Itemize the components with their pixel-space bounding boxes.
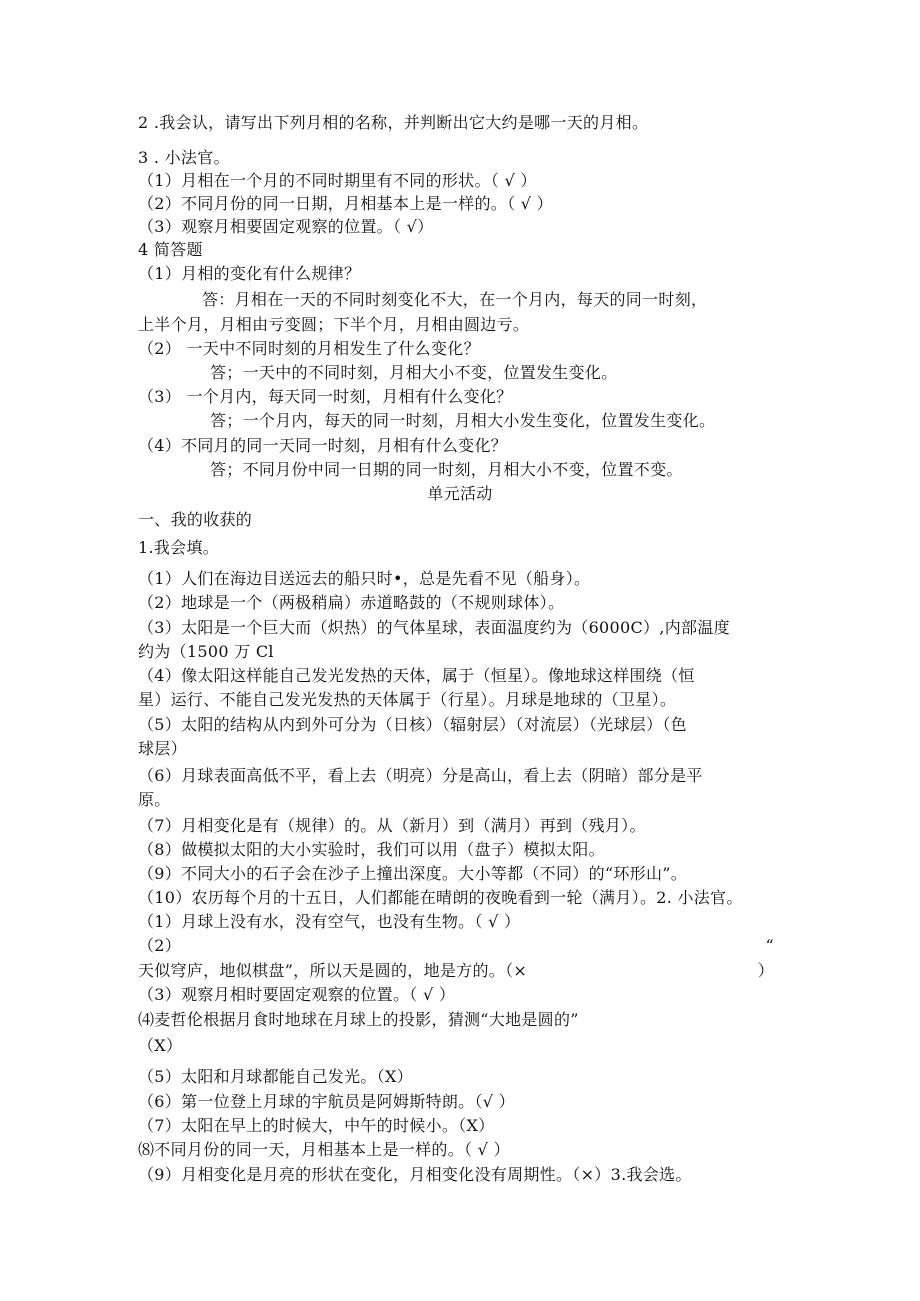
section3-item: （1）月相在一个月的不同时期里有不同的形状。（ √ ） — [138, 171, 537, 190]
judge-text: 天似穹庐，地似棋盘”，所以天是圆的，地是方的。（× — [138, 961, 528, 980]
unit-title: 单元活动 — [427, 484, 493, 503]
judge-line: （5）太阳和月球都能自己发光。（X） — [138, 1067, 413, 1086]
judge-line: （7）太阳在早上的时候大，中午的时候小。（X） — [138, 1116, 495, 1135]
judge-line-split — [138, 936, 774, 956]
answer: 答；一天中的不同时刻，月相大小不变，位置发生变化。 — [210, 363, 618, 382]
section3-title: 3 . 小法官。 — [138, 148, 230, 167]
section3-item: （3）观察月相要固定观察的位置。（ √） — [138, 217, 434, 236]
question: （3） 一个月内，每天同一时刻，月相有什么变化？ — [138, 387, 513, 406]
answer: 答；不同月份中同一日期的同一时刻，月相大小不变，位置不变。 — [210, 460, 683, 479]
fill-line: （4）像太阳这样能自己发光发热的天体，属于（恒星）。像地球这样围绕（恒 — [138, 666, 695, 685]
answer: 答；一个月内，每天的同一时刻，月相大小发生变化，位置发生变化。 — [210, 411, 716, 430]
fill-line: （7）月相变化是有（规律）的。从（新月）到（满月）再到（残月）。 — [138, 816, 646, 835]
fill-line: （9）不同大小的石子会在沙子上撞出深度。大小等都（不同）的“环形山”。 — [138, 864, 688, 883]
harvest-title: 一、我的收获的 — [138, 510, 253, 529]
judge-line: ⑷麦哲伦根据月食时地球在月球上的投影，猜测“大地是圆的” — [138, 1010, 579, 1029]
fill-line: （8）做模拟太阳的大小实验时，我们可以用（盘子）模拟太阳。 — [138, 840, 605, 859]
open-quote: “ — [765, 936, 774, 955]
judge-line: （X） — [138, 1036, 183, 1055]
judge-line: （9）月相变化是月亮的形状在变化，月相变化没有周期性。（×）3.我会选。 — [138, 1165, 692, 1184]
fill-line: （6）月球表面高低不平，看上去（明亮）分是高山，看上去（阴暗）部分是平 — [138, 766, 703, 785]
fill-line: （1）人们在海边目送远去的船只时•，总是先看不见（船身）。 — [138, 569, 591, 588]
fill-line: 球层） — [138, 739, 187, 758]
question: （1）月相的变化有什么规律？ — [138, 264, 361, 283]
section2-title: 2 .我会认，请写出下列月相的名称，并判断出它大约是哪一天的月相。 — [138, 113, 649, 132]
answer: 答：月相在一天的不同时刻变化不大，在一个月内，每天的同一时刻， — [202, 290, 708, 309]
judge-line: （3）观察月相时要固定观察的位置。（ √ ） — [138, 985, 456, 1004]
section4-title: 4 简答题 — [138, 240, 203, 259]
fill-line: 星）运行、不能自己发光发热的天体属于（行星）。月球是地球的（卫星）。 — [138, 690, 677, 709]
fill-line: （3）太阳是一个巨大而（炽热）的气体星球，表面温度约为（6000C）,内部温度 — [138, 618, 730, 637]
question: （4）不同月的同一天同一时刻，月相有什么变化？ — [138, 436, 508, 455]
fill-line: 原。 — [138, 790, 171, 809]
answer: 上半个月，月相由亏变圆；下半个月，月相由圆边亏。 — [138, 315, 530, 334]
judge-number: （2） — [138, 936, 182, 955]
judge-line: （6）第一位登上月球的宇航员是阿姆斯特朗。（√ ） — [138, 1092, 515, 1111]
judge-line: ⑻不同月份的同一天，月相基本上是一样的。（ √ ） — [138, 1140, 510, 1159]
fill-title: 1.我会填。 — [138, 538, 220, 557]
question: （2） 一天中不同时刻的月相发生了什么变化？ — [138, 339, 480, 358]
judge-line-split — [138, 961, 774, 981]
fill-line: 约为（1500 万 Cl — [138, 642, 274, 661]
fill-line: （2）地球是一个（两极稍扁）赤道略鼓的（不规则球体）。 — [138, 593, 565, 612]
fill-line: （10）农历每个月的十五日，人们都能在晴朗的夜晚看到一轮（满月）。2. 小法官。 — [138, 888, 743, 907]
section3-item: （2）不同月份的同一日期，月相基本上是一样的。（ √ ） — [138, 194, 553, 213]
fill-line: （5）太阳的结构从内到外可分为（日核）（辐射层）（对流层）（光球层）（色 — [138, 715, 687, 734]
judge-line: （1）月球上没有水，没有空气，也没有生物。（ √ ） — [138, 912, 521, 931]
close-paren: ） — [757, 961, 774, 980]
